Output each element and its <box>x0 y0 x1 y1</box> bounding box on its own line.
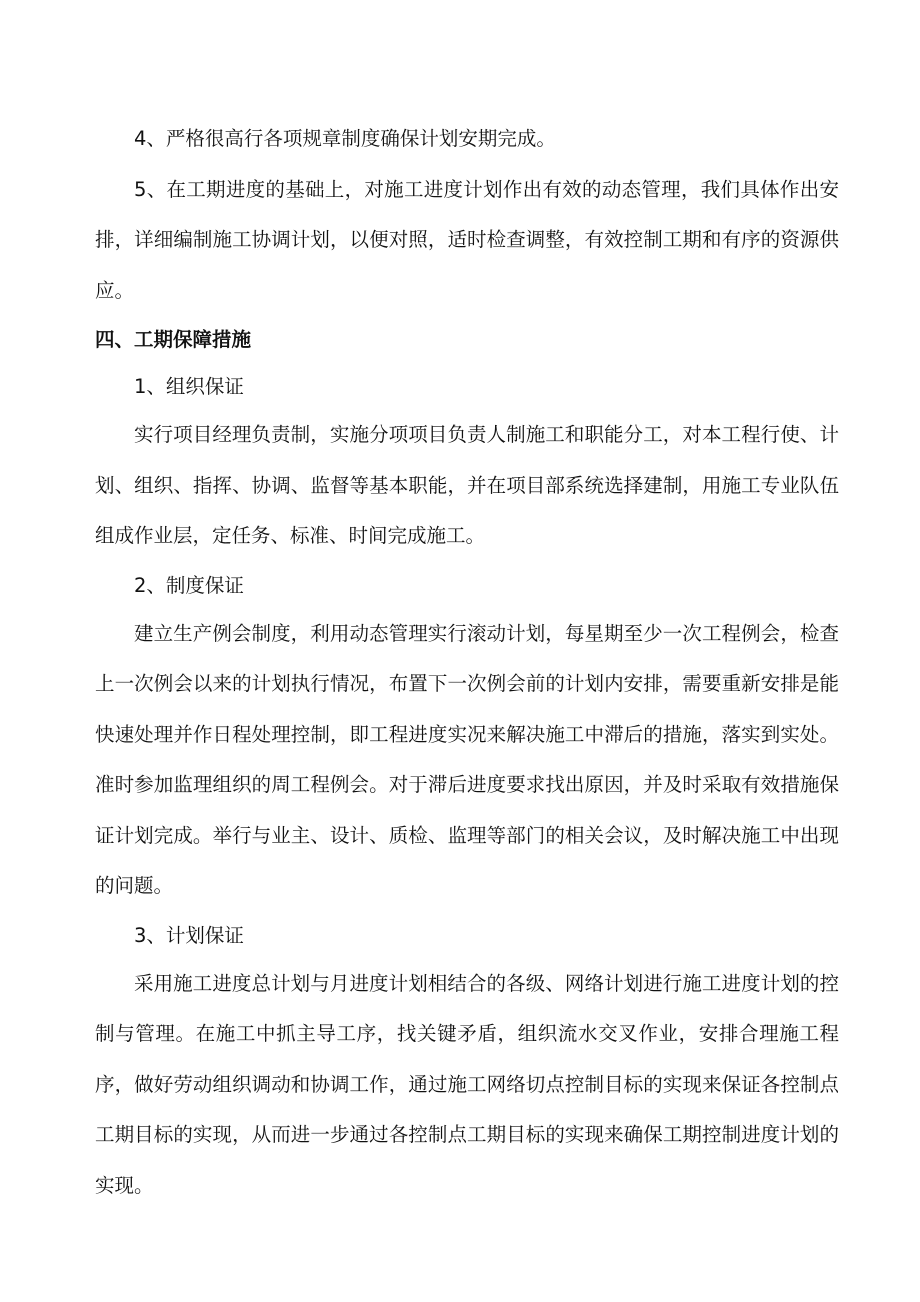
paragraph-plan-guarantee: 采用施工进度总计划与月进度计划相结合的各级、网络计划进行施工进度计划的控制与管理。在施工中抓主导工序，找关键矛盾，组织流水交叉作业，安排合理施工程序，做好劳动组织调动和协调工作，通过施工网络切点控制目标的实现来保证各控制点工期目标的实现，从而进一步通过各控制点工期目标的实现来确保工期控制进度计划的实现。 <box>95 971 839 1197</box>
paragraph-organization-guarantee: 实行项目经理负责制，实施分项项目负责人制施工和职能分工，对本工程行使、计划、组织、指挥、协调、监督等基本职能，并在项目部系统选择建制，用施工专业队伍组成作业层，定任务、标准、时间完成施工。 <box>95 423 839 547</box>
paragraph-item-4: 4、严格很高行各项规章制度确保计划安期完成。 <box>134 127 556 150</box>
subsection-title-system: 2、制度保证 <box>134 573 244 597</box>
document-body <box>95 114 839 1211</box>
paragraph-system-guarantee: 建立生产例会制度，利用动态管理实行滚动计划，每星期至少一次工程例会，检查上一次例会以来的计划执行情况，布置下一次例会前的计划内安排，需要重新安排是能快速处理并作日程处理控制，即工程进度实况来解决施工中滞后的措施，落实到实处。准时参加监理组织的周工程例会。对于滞后进度要求找出原因，并及时采取有效措施保证计划完成。举行与业主、设计、质检、监理等部门的相关会议，及时解决施工中出现的问题。 <box>95 621 839 897</box>
subsection-title-organization: 1、组织保证 <box>134 375 244 398</box>
paragraph-item-5: 5、在工期进度的基础上，对施工进度计划作出有效的动态管理，我们具体作出安排，详细编制施工协调计划，以便对照，适时检查调整，有效控制工期和有序的资源供应。 <box>95 177 839 302</box>
subsection-title-plan: 3、计划保证 <box>134 923 244 947</box>
section-heading-schedule-guarantee: 四、工期保障措施 <box>95 328 252 351</box>
